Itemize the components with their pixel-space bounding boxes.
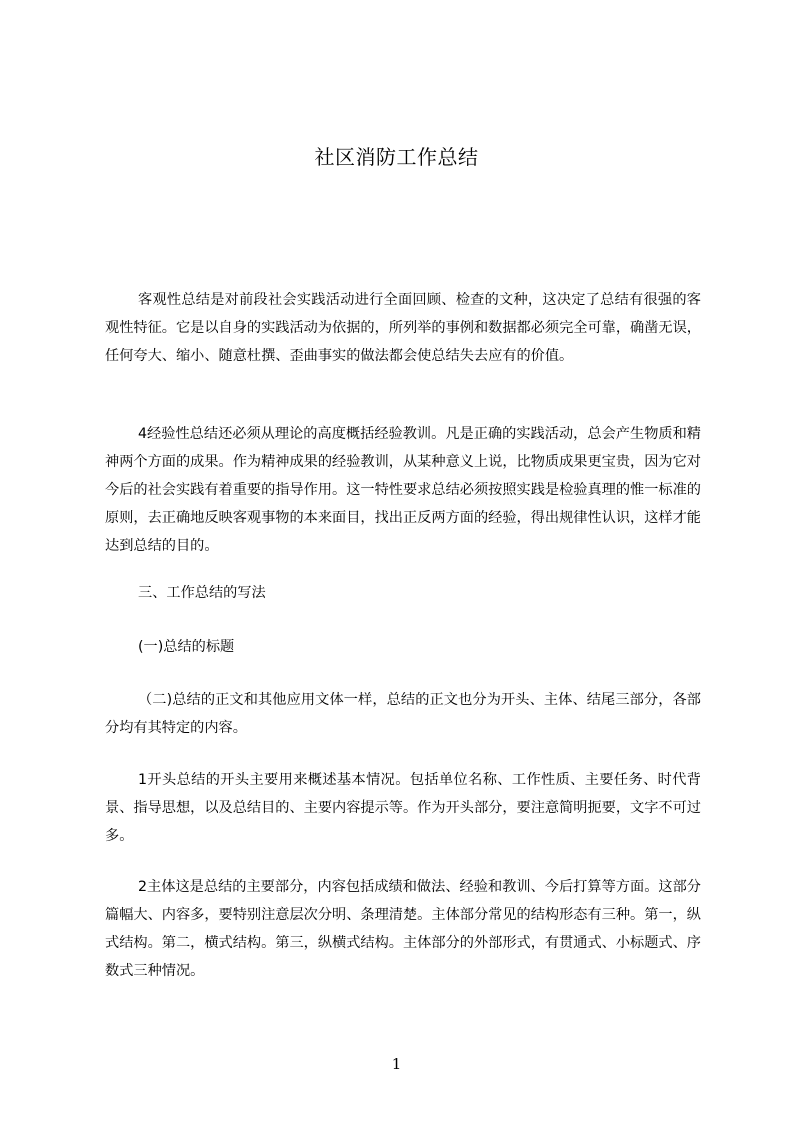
paragraph-objectivity: 客观性总结是对前段社会实践活动进行全面回顾、检查的文种，这决定了总结有很强的客观性特征。它是以自身的实践活动为依据的，所列举的事例和数据都必须完全可靠，确凿无误，任何夸大、缩小、随意杜撰、歪曲事实的做法都会使总结失去应有的价值。 [105, 292, 701, 364]
paragraph-experience: 4经验性总结还必须从理论的高度概括经验教训。凡是正确的实践活动，总会产生物质和精神两个方面的成果。作为精神成果的经验教训，从某种意义上说，比物质成果更宝贵，因为它对今后的社会实践有着重要的指导作用。这一特性要求总结必须按照实践是检验真理的惟一标准的原则，去正确地反映客观事物的本来面目，找出正反两方面的经验，得出规律性认识，这样才能达到总结的目的。 [105, 426, 701, 554]
section-heading-writing-method: 三、工作总结的写法 [138, 585, 266, 601]
document-title: 社区消防工作总结 [314, 145, 479, 169]
page-number: 1 [391, 1055, 402, 1073]
paragraph-summary-body: （二)总结的正文和其他应用文体一样，总结的正文也分为开头、主体、结尾三部分，各部分均有其特定的内容。 [105, 692, 701, 736]
paragraph-opening: 1开头总结的开头主要用来概述基本情况。包括单位名称、工作性质、主要任务、时代背景、指导思想，以及总结目的、主要内容提示等。作为开头部分，要注意简明扼要，文字不可过多。 [105, 772, 701, 844]
subheading-summary-title: (一)总结的标题 [138, 639, 235, 655]
paragraph-main-body: 2主体这是总结的主要部分，内容包括成绩和做法、经验和教训、今后打算等方面。这部分篇幅大、内容多，要特别注意层次分明、条理清楚。主体部分常见的结构形态有三种。第一，纵式结构。第二，横式结构。第三，纵横式结构。主体部分的外部形式，有贯通式、小标题式、序数式三种情况。 [105, 879, 701, 979]
